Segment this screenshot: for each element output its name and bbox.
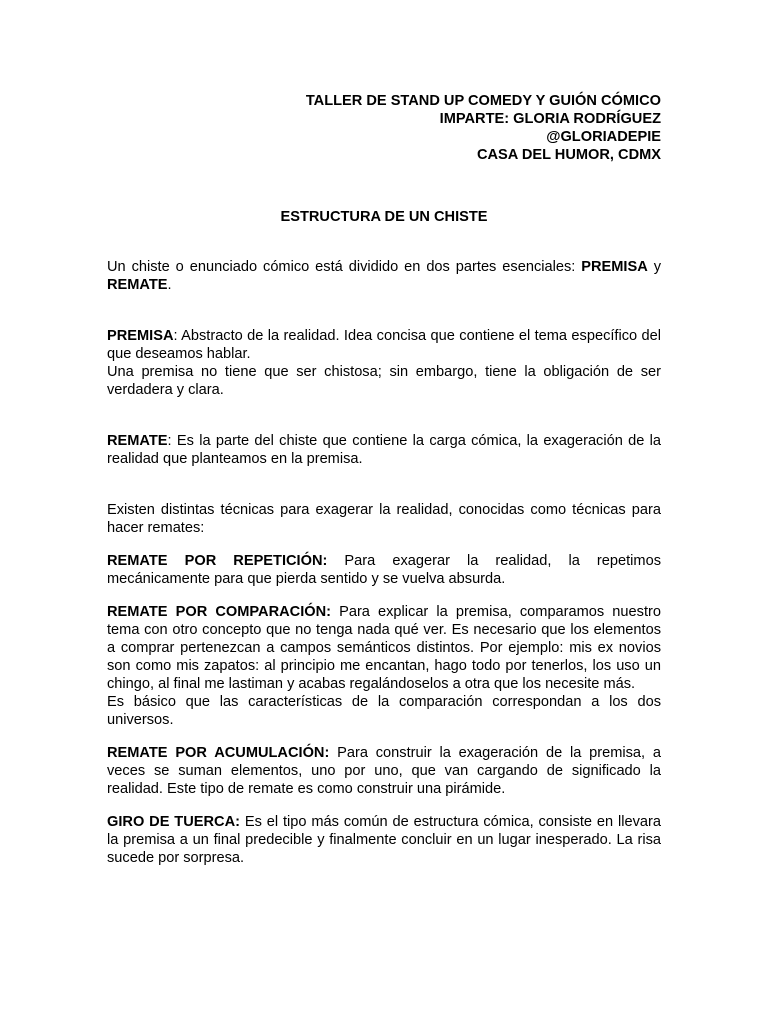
technique-comparacion-extra: Es básico que las características de la comparación correspondan a los dos universos. — [107, 694, 661, 728]
technique-text: Para exagerar la realidad, la repetimos mecánicamente para que pierda sentido y se vuelva absurda. — [107, 553, 661, 587]
techniques-intro: Existen distintas técnicas para exagerar la realidad, conocidas como técnicas para hacer remates: — [107, 502, 661, 536]
remate-definition — [107, 432, 661, 468]
technique-comparacion — [107, 603, 661, 693]
premisa-definition — [107, 327, 661, 363]
intro-remate-term: REMATE — [107, 277, 168, 293]
technique-text: Es el tipo más común de estructura cómica, consiste en llevara la premisa a un final predecible y finalmente concluir en un lugar inesperado. La risa sucede por sorpresa. — [107, 814, 662, 866]
intro-paragraph — [107, 258, 661, 294]
technique-giro-de-tuerca — [107, 813, 661, 867]
document-page — [107, 92, 661, 867]
technique-term: REMATE POR ACUMULACIÓN: — [107, 745, 330, 761]
document-title: ESTRUCTURA DE UN CHISTE — [280, 209, 488, 225]
intro-premisa-term: PREMISA — [581, 259, 648, 275]
document-header — [107, 92, 661, 164]
header-instructor: IMPARTE: GLORIA RODRÍGUEZ — [439, 111, 661, 127]
premisa-def-text: : Abstracto de la realidad. Idea concisa que contiene el tema específico del que deseamos hablar. — [107, 328, 661, 362]
intro-text-b: y — [647, 259, 662, 275]
premisa-note: Una premisa no tiene que ser chistosa; sin embargo, tiene la obligación de ser verdadera y clara. — [107, 364, 661, 398]
header-venue: CASA DEL HUMOR, CDMX — [476, 147, 661, 163]
intro-text-c: . — [167, 277, 172, 293]
technique-repeticion — [107, 552, 661, 588]
technique-term: REMATE POR COMPARACIÓN: — [107, 604, 331, 620]
technique-text: Para explicar la premisa, comparamos nuestro tema con otro concepto que no tenga nada qué ver. Es necesario que los elementos a comprar pertenezcan a campos semánticos distintos. Por ejemplo: mis ex novios son como mis zapatos: al principio me encantan, hago todo por tenerlos, los uso un chingo, al final me lastiman y acabas regalándoselos a otra que los necesite más. — [107, 604, 661, 692]
header-workshop-title: TALLER DE STAND UP COMEDY Y GUIÓN CÓMICO — [305, 93, 661, 109]
remate-term: REMATE — [107, 433, 168, 449]
technique-term: GIRO DE TUERCA: — [107, 814, 240, 830]
technique-text: Para construir la exageración de la premisa, a veces se suman elementos, uno por uno, que van cargando de significado la realidad. Este tipo de remate es como construir una pirámide. — [107, 745, 661, 797]
technique-term: REMATE POR REPETICIÓN: — [107, 553, 328, 569]
premisa-term: PREMISA — [107, 328, 174, 344]
intro-text-a: Un chiste o enunciado cómico está dividido en dos partes esenciales: — [107, 259, 582, 275]
header-handle: @GLORIADEPIE — [546, 129, 661, 145]
remate-def-text: : Es la parte del chiste que contiene la carga cómica, la exageración de la realidad que planteamos en la premisa. — [107, 433, 661, 467]
technique-acumulacion — [107, 744, 661, 798]
